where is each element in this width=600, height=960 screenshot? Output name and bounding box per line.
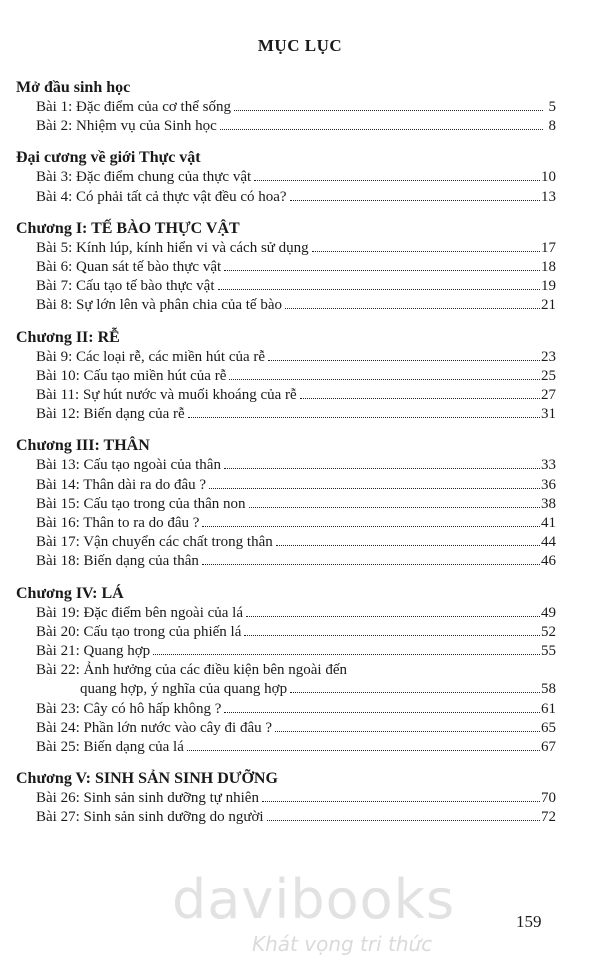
dot-leader (209, 488, 540, 489)
entry-page-number: 52 (541, 623, 556, 640)
entry-page-number: 44 (541, 534, 556, 551)
dot-leader (246, 616, 540, 617)
toc-entry-continuation (16, 680, 556, 699)
toc-entry (16, 514, 556, 533)
entry-page-number: 19 (541, 278, 556, 295)
section-heading: Chương V: SINH SẢN SINH DƯỠNG (16, 770, 278, 788)
toc-entry (16, 719, 556, 738)
dot-leader (187, 750, 540, 751)
entry-label: Bài 25: Biến dạng của lá (36, 739, 184, 756)
dot-leader (290, 692, 540, 693)
toc-entry (16, 789, 556, 808)
entry-page-number: 70 (541, 790, 556, 807)
dot-leader (220, 129, 543, 130)
entry-page-number: 46 (541, 553, 556, 570)
section-heading: Chương III: THÂN (16, 437, 150, 455)
entry-label: Bài 12: Biến dạng của rễ (36, 406, 185, 423)
toc-entry (16, 168, 556, 187)
entry-page-number: 27 (541, 387, 556, 404)
dot-leader (153, 654, 540, 655)
entry-label: Bài 1: Đặc điểm của cơ thể sống (36, 99, 231, 115)
dot-leader (202, 526, 540, 527)
entry-page-number: 25 (541, 367, 556, 384)
toc-section (16, 148, 556, 206)
toc-section (16, 328, 556, 425)
toc-entry (16, 623, 556, 642)
entry-page-number: 49 (541, 604, 556, 621)
toc-entry (16, 533, 556, 552)
table-of-contents (16, 78, 556, 840)
entry-page-number: 58 (541, 681, 556, 698)
entry-page-number: 21 (541, 297, 556, 314)
entry-label: Bài 26: Sinh sản sinh dưỡng tự nhiên (36, 790, 259, 807)
toc-entry (16, 117, 556, 136)
toc-entry (16, 386, 556, 405)
entry-label: Bài 16: Thân to ra do đâu ? (36, 515, 200, 532)
entry-label: Bài 20: Cấu tạo trong của phiến lá (36, 623, 242, 640)
dot-leader (254, 180, 540, 181)
page-number: 159 (516, 912, 542, 931)
dot-leader (285, 308, 540, 309)
entry-page-number: 5 (548, 99, 556, 115)
toc-entry (16, 239, 556, 258)
entry-label: Bài 21: Quang hợp (36, 643, 151, 660)
dot-leader (218, 289, 541, 290)
dot-leader (276, 545, 540, 546)
entry-label-continuation: quang hợp, ý nghĩa của quang hợp (80, 681, 288, 698)
entry-page-number: 36 (541, 476, 556, 493)
toc-section (16, 78, 556, 136)
entry-page-number: 67 (541, 739, 556, 756)
dot-leader (290, 200, 540, 201)
entry-label: Bài 2: Nhiệm vụ của Sinh học (36, 118, 217, 135)
dot-leader (229, 379, 540, 380)
dot-leader (244, 635, 540, 636)
toc-entry (16, 405, 556, 424)
toc-entry (16, 98, 556, 117)
entry-label: Bài 19: Đặc điểm bên ngoài của lá (36, 604, 244, 621)
dot-leader (267, 820, 540, 821)
entry-label: Bài 9: Các loại rễ, các miền hút của rễ (36, 348, 266, 365)
entry-label: Bài 6: Quan sát tế bào thực vật (36, 259, 222, 276)
entry-label: Bài 11: Sự hút nước và muối khoáng của rễ (36, 387, 297, 404)
entry-label: Bài 27: Sinh sản sinh dưỡng do người (36, 809, 264, 826)
toc-entry (16, 348, 556, 367)
entry-page-number: 18 (541, 259, 556, 276)
entry-label: Bài 18: Biến dạng của thân (36, 553, 199, 570)
entry-label: Bài 5: Kính lúp, kính hiển vi và cách sử dụng (36, 239, 309, 256)
entry-label: Bài 17: Vận chuyển các chất trong thân (36, 534, 273, 551)
toc-section (16, 769, 556, 827)
toc-entry (16, 277, 556, 296)
toc-entry (16, 476, 556, 495)
entry-page-number: 55 (541, 643, 556, 660)
dot-leader (268, 360, 540, 361)
toc-section (16, 436, 556, 571)
entry-page-number: 72 (541, 809, 556, 826)
toc-entry (16, 604, 556, 623)
section-heading: Chương IV: LÁ (16, 584, 124, 602)
watermark-tagline: Khát vọng tri thức (252, 932, 433, 956)
toc-section (16, 219, 556, 316)
entry-label: Bài 15: Cấu tạo trong của thân non (36, 495, 246, 512)
toc-entry (16, 552, 556, 571)
entry-label: Bài 14: Thân dài ra do đâu ? (36, 476, 207, 493)
toc-entry (16, 642, 556, 661)
page-title: MỤC LỤC (257, 36, 343, 55)
dot-leader (275, 731, 540, 732)
dot-leader (224, 712, 540, 713)
dot-leader (234, 110, 543, 111)
entry-label: Bài 8: Sự lớn lên và phân chia của tế bào (36, 297, 282, 314)
entry-page-number: 65 (541, 719, 556, 736)
toc-section (16, 584, 556, 758)
section-heading: Chương I: TẾ BÀO THỰC VẬT (16, 219, 240, 237)
entry-page-number: 33 (541, 457, 556, 474)
dot-leader (224, 468, 540, 469)
entry-label: Bài 13: Cấu tạo ngoài của thân (36, 457, 221, 474)
section-heading: Chương II: RỄ (16, 328, 120, 346)
toc-entry (16, 738, 556, 757)
toc-entry (16, 700, 556, 719)
entry-page-number: 23 (541, 348, 556, 365)
entry-label: Bài 3: Đặc điểm chung của thực vật (36, 169, 252, 186)
entry-label: Bài 22: Ảnh hưởng của các điều kiện bên ngoài đến (36, 662, 347, 679)
entry-page-number: 13 (541, 188, 556, 205)
watermark-logo: davibooks (172, 868, 456, 931)
entry-page-number: 38 (541, 495, 556, 512)
dot-leader (300, 398, 540, 399)
entry-label: Bài 4: Có phải tất cả thực vật đều có hoa? (36, 188, 287, 205)
entry-page-number: 61 (541, 700, 556, 717)
section-heading: Đại cương về giới Thực vật (16, 149, 201, 167)
entry-page-number: 8 (548, 118, 556, 135)
toc-entry (16, 808, 556, 827)
dot-leader (202, 564, 540, 565)
toc-entry (16, 296, 556, 315)
entry-page-number: 41 (541, 515, 556, 532)
entry-label: Bài 7: Cấu tạo tế bào thực vật (36, 278, 215, 295)
toc-entry (16, 661, 556, 680)
toc-entry (16, 456, 556, 475)
entry-page-number: 10 (541, 169, 556, 186)
toc-entry (16, 188, 556, 207)
toc-entry (16, 495, 556, 514)
entry-label: Bài 23: Cây có hô hấp không ? (36, 700, 222, 717)
dot-leader (312, 251, 540, 252)
entry-label: Bài 24: Phần lớn nước vào cây đi đâu ? (36, 719, 273, 736)
entry-page-number: 31 (541, 406, 556, 423)
toc-entry (16, 258, 556, 277)
dot-leader (249, 507, 540, 508)
toc-entry (16, 367, 556, 386)
entry-label: Bài 10: Cấu tạo miền hút của rễ (36, 367, 227, 384)
entry-page-number: 17 (541, 239, 556, 256)
section-heading: Mở đầu sinh học (16, 79, 131, 96)
dot-leader (188, 417, 540, 418)
dot-leader (224, 270, 540, 271)
dot-leader (262, 801, 540, 802)
